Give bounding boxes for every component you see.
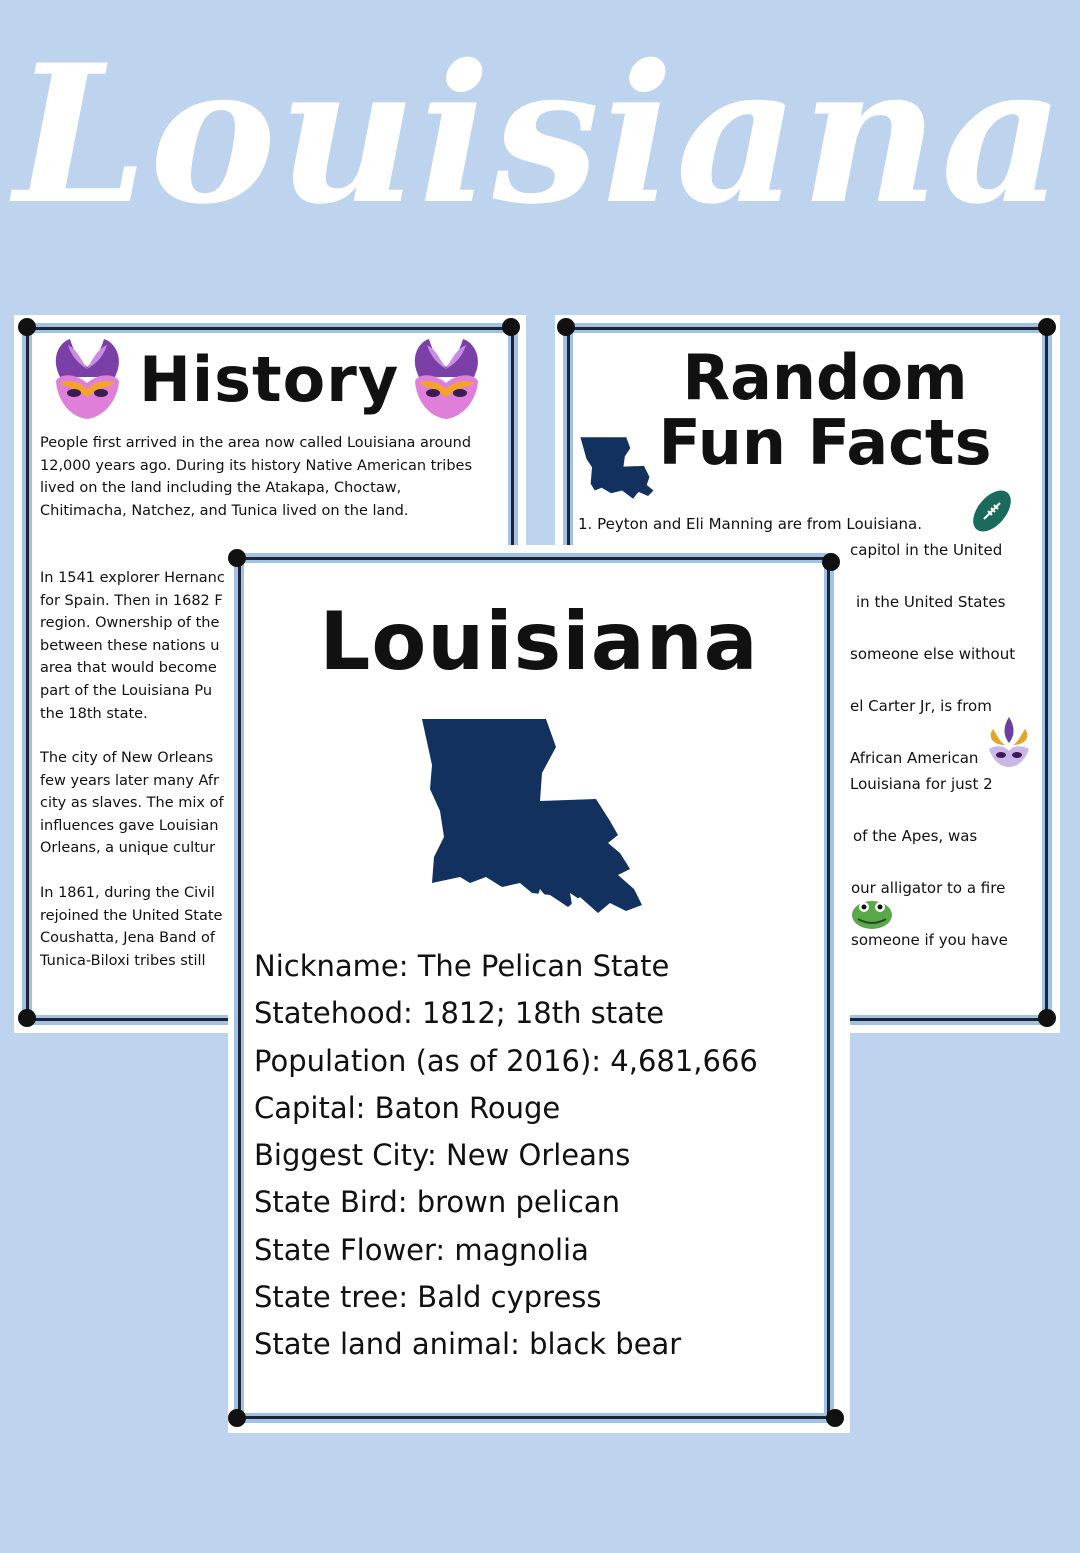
frame-corner-dot	[18, 318, 36, 336]
fun-fact-item: 1. Peyton and Eli Manning are from Louisiana.	[578, 515, 922, 533]
frame-corner-dot	[228, 549, 246, 567]
history-paragraph: People first arrived in the area now called Louisiana around 12,000 years ago. During its history Native American tribes lived on the land including the Atakapa, Choctaw, Chitimacha, Natchez, and Tunica lived on the land.	[40, 435, 473, 519]
state-fact-flower: State Flower: magnolia	[254, 1232, 589, 1267]
main-sheet	[228, 545, 850, 1433]
state-fact-bird: State Bird: brown pelican	[254, 1185, 620, 1220]
state-fact-land-animal: State land animal: black bear	[254, 1327, 682, 1362]
frame-corner-dot	[502, 318, 520, 336]
main-heading: Louisiana	[319, 595, 759, 688]
fun-fact-item: our alligator to a fire	[851, 879, 1006, 897]
football-icon	[967, 485, 1017, 537]
alligator-icon	[850, 895, 894, 931]
mardi-gras-mask-icon	[50, 337, 125, 422]
state-fact-population: Population (as of 2016): 4,681,666	[254, 1043, 758, 1078]
fun-fact-item: el Carter Jr, is from	[850, 697, 992, 715]
state-facts-list	[254, 943, 758, 1369]
mardi-gras-mask-icon	[409, 337, 484, 422]
state-fact-statehood: Statehood: 1812; 18th state	[254, 996, 665, 1031]
louisiana-map-icon	[577, 435, 659, 505]
history-paragraph: In 1541 explorer Hernanc for Spain. Then in 1682 F region. Ownership of the between these nations u area that would become part of the Louisiana Pu the 18th state.	[40, 570, 225, 722]
frame-corner-dot	[822, 553, 840, 571]
fun-fact-item: someone else without	[850, 645, 1016, 663]
state-fact-nickname: Nickname: The Pelican State	[254, 949, 670, 983]
fun-facts-heading-line2: Fun Facts	[658, 406, 992, 479]
state-fact-tree: State tree: Bald cypress	[254, 1280, 602, 1315]
fun-fact-item: African American	[850, 749, 979, 767]
fun-fact-item: capitol in the United	[850, 541, 1003, 559]
frame-corner-dot	[18, 1009, 36, 1027]
banner-title: Louisiana	[13, 23, 1067, 246]
history-paragraph: The city of New Orleans few years later many Afr city as slaves. The mix of influences gave Louisian Orleans, a unique cultur	[40, 750, 224, 857]
history-heading: History	[139, 343, 400, 416]
fun-facts-heading-line1: Random	[682, 341, 968, 414]
state-fact-capital: Capital: Baton Rouge	[254, 1090, 561, 1125]
frame-corner-dot	[826, 1409, 844, 1427]
louisiana-map-icon	[420, 717, 652, 917]
state-fact-biggest-city: Biggest City: New Orleans	[254, 1138, 631, 1173]
frame-corner-dot	[228, 1409, 246, 1427]
frame-corner-dot	[1038, 1009, 1056, 1027]
frame-corner-dot	[557, 318, 575, 336]
frame-corner-dot	[1038, 318, 1056, 336]
fleur-de-lis-mask-icon	[985, 715, 1033, 770]
fun-fact-item: in the United States	[856, 593, 1006, 611]
fun-fact-item: someone if you have	[851, 931, 1008, 949]
history-paragraph: In 1861, during the Civil rejoined the United State Coushatta, Jena Band of Tunica-Biloxi tribes still	[40, 885, 223, 969]
fun-fact-item: of the Apes, was	[853, 827, 978, 845]
fun-fact-item: Louisiana for just 2	[850, 775, 993, 793]
